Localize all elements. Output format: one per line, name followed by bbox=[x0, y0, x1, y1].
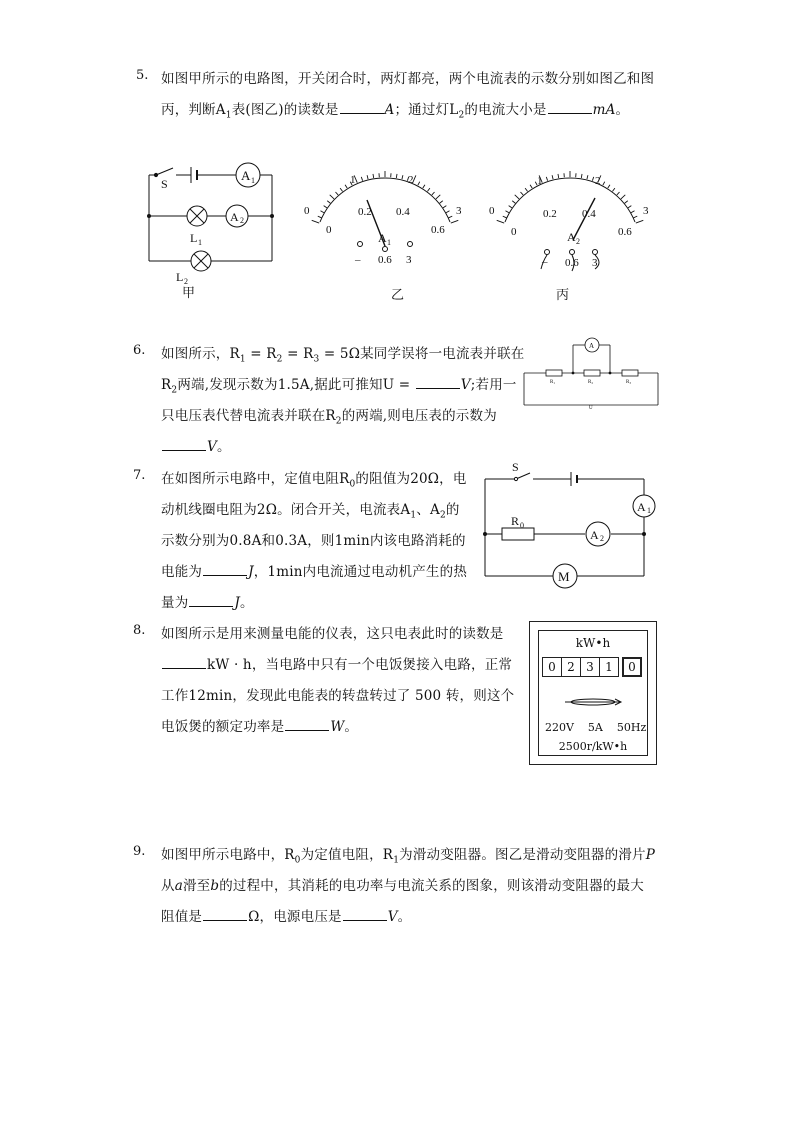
svg-text:1: 1 bbox=[387, 238, 391, 247]
svg-text:A: A bbox=[241, 168, 251, 183]
svg-text:A: A bbox=[589, 342, 595, 350]
svg-text:–: – bbox=[355, 254, 361, 266]
q8-line-1: 如图所示是用来测量电能的仪表，这只电表此时的读数是 bbox=[161, 626, 504, 642]
q8-blank-1[interactable] bbox=[162, 656, 206, 669]
energy-meter-rate: 2500r/kW•h bbox=[558, 740, 628, 753]
q8-line-2: kW · h，当电路中只有一个电饭煲接入电路，正常 bbox=[161, 653, 512, 673]
scale-tick bbox=[587, 175, 588, 179]
scale-tick bbox=[525, 188, 527, 191]
scale-tick bbox=[509, 206, 512, 208]
q9-blank-2[interactable] bbox=[343, 908, 387, 921]
scale-tick bbox=[636, 220, 644, 223]
q6-line-1: 如图所示，$R_1 = R_2 = R_3 = 5\Omega$某同学误将一电流表并联在 bbox=[161, 346, 525, 365]
q6-circuit bbox=[520, 335, 665, 415]
q8-line-4: 电饭煲的额定功率是 W。 bbox=[161, 719, 359, 735]
q7-line-4: 电能为 J，1min内电流通过电动机产生的热 bbox=[161, 564, 468, 580]
svg-text:2: 2 bbox=[408, 174, 414, 186]
q7-line-5: 量为 J。 bbox=[161, 595, 254, 611]
q7-line-1: 在如图所示电路中，定值电阻$R_0$的阻值为20Ω，电 bbox=[161, 471, 467, 490]
scale-tick bbox=[335, 192, 338, 195]
svg-text:1: 1 bbox=[198, 238, 202, 247]
svg-text:A: A bbox=[590, 528, 599, 542]
scale-tick bbox=[312, 220, 320, 223]
q5-blank-1[interactable] bbox=[340, 101, 384, 114]
q7-line-3: 示数分别为0.8A和0.3A，则1min内该电路消耗的 bbox=[161, 533, 466, 549]
q5-line-2: 丙，判断$A_1$表(图乙)的读数是 A；通过灯$L_2$的电流大小是 mA。 bbox=[161, 102, 630, 121]
scale-tick bbox=[631, 211, 634, 213]
q5-caption-bing: 丙 bbox=[556, 287, 570, 302]
svg-text:1: 1 bbox=[537, 175, 543, 187]
scale-tick bbox=[451, 220, 459, 223]
scale-tick bbox=[418, 182, 420, 186]
ammeter-a1-icon bbox=[633, 495, 655, 517]
scale-tick bbox=[558, 174, 559, 178]
svg-text:0.6: 0.6 bbox=[565, 257, 579, 269]
scale-tick bbox=[621, 195, 625, 199]
ammeter-a2-icon bbox=[226, 205, 248, 227]
lamp-l2-icon bbox=[191, 251, 211, 271]
scale-tick bbox=[625, 201, 628, 203]
q9-blank-1[interactable] bbox=[203, 908, 247, 921]
q5-jia-junction-left bbox=[147, 214, 151, 218]
scale-tick bbox=[603, 182, 605, 186]
q9-line-1: 如图甲所示电路中，$R_0$为定值电阻，$R_1$为滑动变阻器。图乙是滑动变阻器的滑片P bbox=[161, 847, 656, 866]
scale-tick bbox=[497, 220, 505, 223]
scale-tick bbox=[440, 201, 443, 203]
scale-tick bbox=[530, 185, 532, 188]
svg-text:A: A bbox=[567, 230, 576, 244]
q5-jia-junction-right bbox=[270, 214, 274, 218]
meter-digit: 0 bbox=[542, 657, 562, 677]
q7-number: 7. bbox=[133, 468, 146, 483]
meter-disc-icon bbox=[563, 696, 623, 708]
scale-tick bbox=[446, 211, 449, 213]
svg-text:R₃: R₃ bbox=[626, 380, 632, 385]
svg-text:3: 3 bbox=[406, 254, 412, 266]
scale-tick bbox=[592, 177, 593, 181]
q5-switch-label: S bbox=[161, 177, 168, 191]
q6-number: 6. bbox=[133, 343, 146, 358]
scale-ticks bbox=[497, 171, 644, 223]
svg-text:3: 3 bbox=[592, 257, 598, 269]
scale-tick bbox=[367, 175, 368, 179]
svg-text:0.6: 0.6 bbox=[378, 254, 392, 266]
q5-line-1: 如图甲所示的电路图，开关闭合时，两灯都亮，两个电流表的示数分别如图乙和图 bbox=[161, 71, 655, 87]
meter-digit-decimal: 0 bbox=[622, 657, 642, 677]
scale-tick bbox=[327, 201, 330, 203]
svg-text:0.2: 0.2 bbox=[543, 208, 557, 220]
q5-number: 5. bbox=[136, 68, 149, 83]
scale-tick bbox=[512, 201, 515, 203]
scale-tick bbox=[634, 216, 638, 218]
svg-text:A: A bbox=[637, 500, 646, 514]
scale-tick bbox=[628, 206, 631, 208]
energy-meter-unit: kW•h bbox=[575, 636, 611, 650]
scale-tick bbox=[361, 177, 362, 181]
svg-text:3: 3 bbox=[456, 205, 462, 217]
meter-digit: 1 bbox=[600, 657, 619, 677]
q9-number: 9. bbox=[133, 844, 146, 859]
svg-text:2: 2 bbox=[595, 175, 601, 187]
q5-blank-2[interactable] bbox=[548, 101, 592, 114]
q7-circuit bbox=[478, 458, 663, 588]
scale-ticks bbox=[312, 171, 459, 223]
scale-tick bbox=[608, 185, 610, 188]
svg-text:1: 1 bbox=[647, 506, 651, 515]
ammeter-a1-icon bbox=[236, 163, 260, 187]
scale-tick bbox=[432, 192, 435, 195]
meter-digit: 2 bbox=[562, 657, 581, 677]
scale-tick bbox=[340, 188, 342, 191]
scale-tick bbox=[396, 174, 397, 178]
scale-tick bbox=[345, 185, 347, 188]
svg-text:0: 0 bbox=[304, 205, 310, 217]
svg-text:0: 0 bbox=[511, 226, 517, 238]
q6-line-3: 只电压表代替电流表并联在$R_2$的两端,则电压表的示数为 bbox=[161, 408, 497, 427]
q5-meter-yi bbox=[300, 160, 470, 305]
scale-tick bbox=[324, 206, 327, 208]
q7-line-2: 动机线圈电阻为2Ω。闭合开关，电流表$A_1$、$A_2$的 bbox=[161, 502, 460, 521]
q6-blank-2[interactable] bbox=[162, 438, 206, 451]
motor-icon bbox=[553, 564, 577, 588]
q7-r0-label: R bbox=[511, 514, 520, 528]
scale-tick bbox=[449, 216, 453, 218]
meter-digit: 3 bbox=[581, 657, 600, 677]
scale-tick bbox=[612, 188, 614, 191]
scale-tick bbox=[443, 206, 446, 208]
q8-number: 8. bbox=[133, 623, 146, 638]
scale-tick bbox=[330, 195, 334, 199]
scale-tick bbox=[617, 192, 620, 195]
q6-line-2: $R_2$两端,发现示数为1.5A,据此可推知U = V;若用一 bbox=[161, 377, 517, 396]
scale-tick bbox=[423, 185, 425, 188]
q7-switch-label: S bbox=[512, 460, 519, 474]
q9-line-2: 从a滑至b的过程中，其消耗的电功率与电流关系的图象，则该滑动变阻器的最大 bbox=[161, 878, 644, 894]
energy-meter-specs: 220V 5A 50Hz bbox=[545, 721, 647, 734]
svg-text:–: – bbox=[542, 256, 548, 268]
svg-text:2: 2 bbox=[184, 277, 188, 286]
svg-text:A: A bbox=[378, 231, 387, 245]
scale-tick bbox=[503, 216, 507, 218]
q5-caption-yi: 乙 bbox=[391, 287, 405, 302]
scale-tick bbox=[552, 175, 553, 179]
scale-tick bbox=[546, 177, 547, 181]
svg-text:0.6: 0.6 bbox=[431, 224, 445, 236]
q6-line-4: V。 bbox=[161, 435, 231, 455]
scale-tick bbox=[320, 211, 323, 213]
svg-text:2: 2 bbox=[600, 534, 604, 543]
svg-text:0.4: 0.4 bbox=[582, 208, 596, 220]
scale-tick bbox=[515, 195, 519, 199]
q8-line-3: 工作12min，发现此电能表的转盘转过了 500 转，则这个 bbox=[161, 688, 515, 704]
q8-blank-2[interactable] bbox=[285, 718, 329, 731]
svg-text:2: 2 bbox=[240, 216, 244, 225]
svg-text:R₂: R₂ bbox=[588, 380, 594, 385]
scale-tick bbox=[436, 195, 440, 199]
q5-l1-label: L bbox=[190, 231, 198, 245]
svg-text:R₁: R₁ bbox=[550, 380, 556, 385]
svg-text:3: 3 bbox=[643, 205, 649, 217]
svg-text:0: 0 bbox=[489, 205, 495, 217]
energy-meter-digits bbox=[542, 657, 642, 677]
scale-tick bbox=[318, 216, 322, 218]
svg-text:2: 2 bbox=[576, 237, 580, 246]
q6-blank-1[interactable] bbox=[416, 376, 460, 389]
svg-text:0: 0 bbox=[326, 224, 332, 236]
svg-text:0: 0 bbox=[520, 521, 524, 530]
svg-text:A: A bbox=[230, 210, 239, 224]
q7-blank-1[interactable] bbox=[203, 563, 247, 576]
q5-l2-label: L bbox=[176, 270, 184, 284]
energy-meter bbox=[529, 621, 657, 765]
scale-tick bbox=[505, 211, 508, 213]
scale-tick bbox=[373, 174, 374, 178]
scale-tick bbox=[581, 174, 582, 178]
svg-text:1: 1 bbox=[350, 174, 356, 186]
svg-text:1: 1 bbox=[251, 176, 255, 185]
svg-text:0.4: 0.4 bbox=[396, 206, 410, 218]
svg-text:U: U bbox=[589, 406, 593, 411]
lamp-l1-icon bbox=[187, 206, 207, 226]
scale-tick bbox=[427, 188, 429, 191]
q5-meter-bing bbox=[485, 160, 655, 305]
svg-text:0.6: 0.6 bbox=[618, 226, 632, 238]
q7-blank-2[interactable] bbox=[189, 594, 233, 607]
ammeter-a2-icon bbox=[586, 522, 610, 546]
scale-tick bbox=[402, 175, 403, 179]
scale-tick bbox=[520, 192, 523, 195]
svg-text:M: M bbox=[558, 569, 570, 584]
q9-line-3: 阻值是 Ω，电源电压是 V。 bbox=[161, 909, 412, 925]
q5-caption-jia: 甲 bbox=[182, 285, 196, 300]
svg-text:0.2: 0.2 bbox=[358, 206, 372, 218]
q5-circuit-jia bbox=[140, 155, 280, 300]
